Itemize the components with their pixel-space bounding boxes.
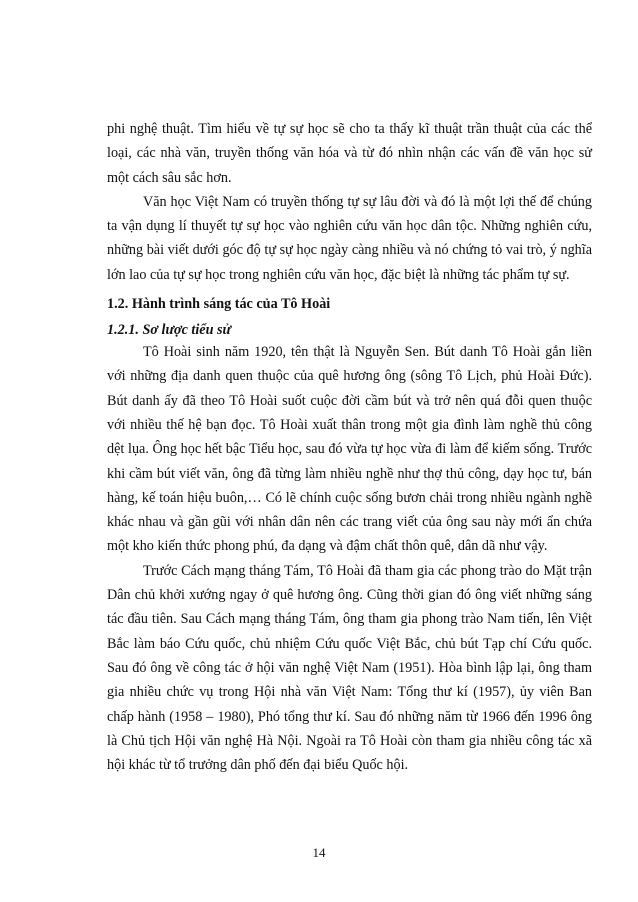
section-heading: 1.2. Hành trình sáng tác của Tô Hoài <box>107 296 331 313</box>
paragraph-career: Trước Cách mạng tháng Tám, Tô Hoài đã tham gia các phong trào do Mặt trận Dân chủ khởi xướng ngay ở quê hương ông. Cũng thời gian đó ông viết những sáng tác đầu tiên. Sau Cách mạng tháng Tám, ông tham gia phong trào Nam tiến, lên Việt Bắc làm báo Cứu quốc, chủ nhiệm Cứu quốc Việt Bắc, chủ bút Tạp chí Cứu quốc. Sau đó ông về công tác ở hội văn nghệ Việt Nam (1951). Hòa bình lập lại, ông tham gia nhiều chức vụ trong Hội nhà văn Việt Nam: Tổng thư kí (1957), ủy viên Ban chấp hành (1958 – 1980), Phó tổng thư kí. Sau đó những năm từ 1966 đến 1996 ông là Chủ tịch Hội văn nghệ Hà Nội. Ngoài ra Tô Hoài còn tham gia nhiều công tác xã hội khác từ tổ trưởng dân phố đến đại biểu Quốc hội. <box>107 562 592 774</box>
page-number: 14 <box>312 845 326 860</box>
document-page <box>107 117 592 777</box>
paragraph-continuation: phi nghệ thuật. Tìm hiểu về tự sự học sẽ cho ta thấy kĩ thuật trần thuật của các thể loại, các nhà văn, truyền thống văn hóa và từ đó nhìn nhận các vấn đề văn học sử một cách sâu sắc hơn. <box>107 121 592 186</box>
subsection-heading: 1.2.1. Sơ lược tiểu sử <box>107 322 232 339</box>
paragraph-literary-tradition: Văn học Việt Nam có truyền thống tự sự lâu đời và đó là một lợi thế để chúng ta vận dụng lí thuyết tự sự học vào nghiên cứu văn học dân tộc. Những nghiên cứu, những bài viết dưới góc độ tự sự học ngày càng nhiều và nó chứng tỏ vai trò, ý nghĩa lớn lao của tự sự học trong nghiên cứu văn học, đặc biệt là những tác phẩm tự sự. <box>107 193 592 283</box>
paragraph-biography: Tô Hoài sinh năm 1920, tên thật là Nguyễn Sen. Bút danh Tô Hoài gắn liền với những địa danh quen thuộc của quê hương ông (sông Tô Lịch, phủ Hoài Đức). Bút danh ấy đã theo Tô Hoài suốt cuộc đời cầm bút và trở nên quá đỗi quen thuộc với nhiều thế hệ bạn đọc. Tô Hoài xuất thân trong một gia đình làm nghề thủ công dệt lụa. Ông học hết bậc Tiểu học, sau đó vừa tự học vừa đi làm để kiếm sống. Trước khi cầm bút viết văn, ông đã từng làm nhiều nghề như thợ thủ công, dạy học tư, bán hàng, kế toán hiệu buôn,… Có lẽ chính cuộc sống bươn chải trong nhiều ngành nghề khác nhau và gần gũi với nhân dân nên các trang viết của ông sau này mới ẩn chứa một kho kiến thức phong phú, đa dạng và đậm chất thôn quê, dân dã như vậy. <box>107 344 592 555</box>
